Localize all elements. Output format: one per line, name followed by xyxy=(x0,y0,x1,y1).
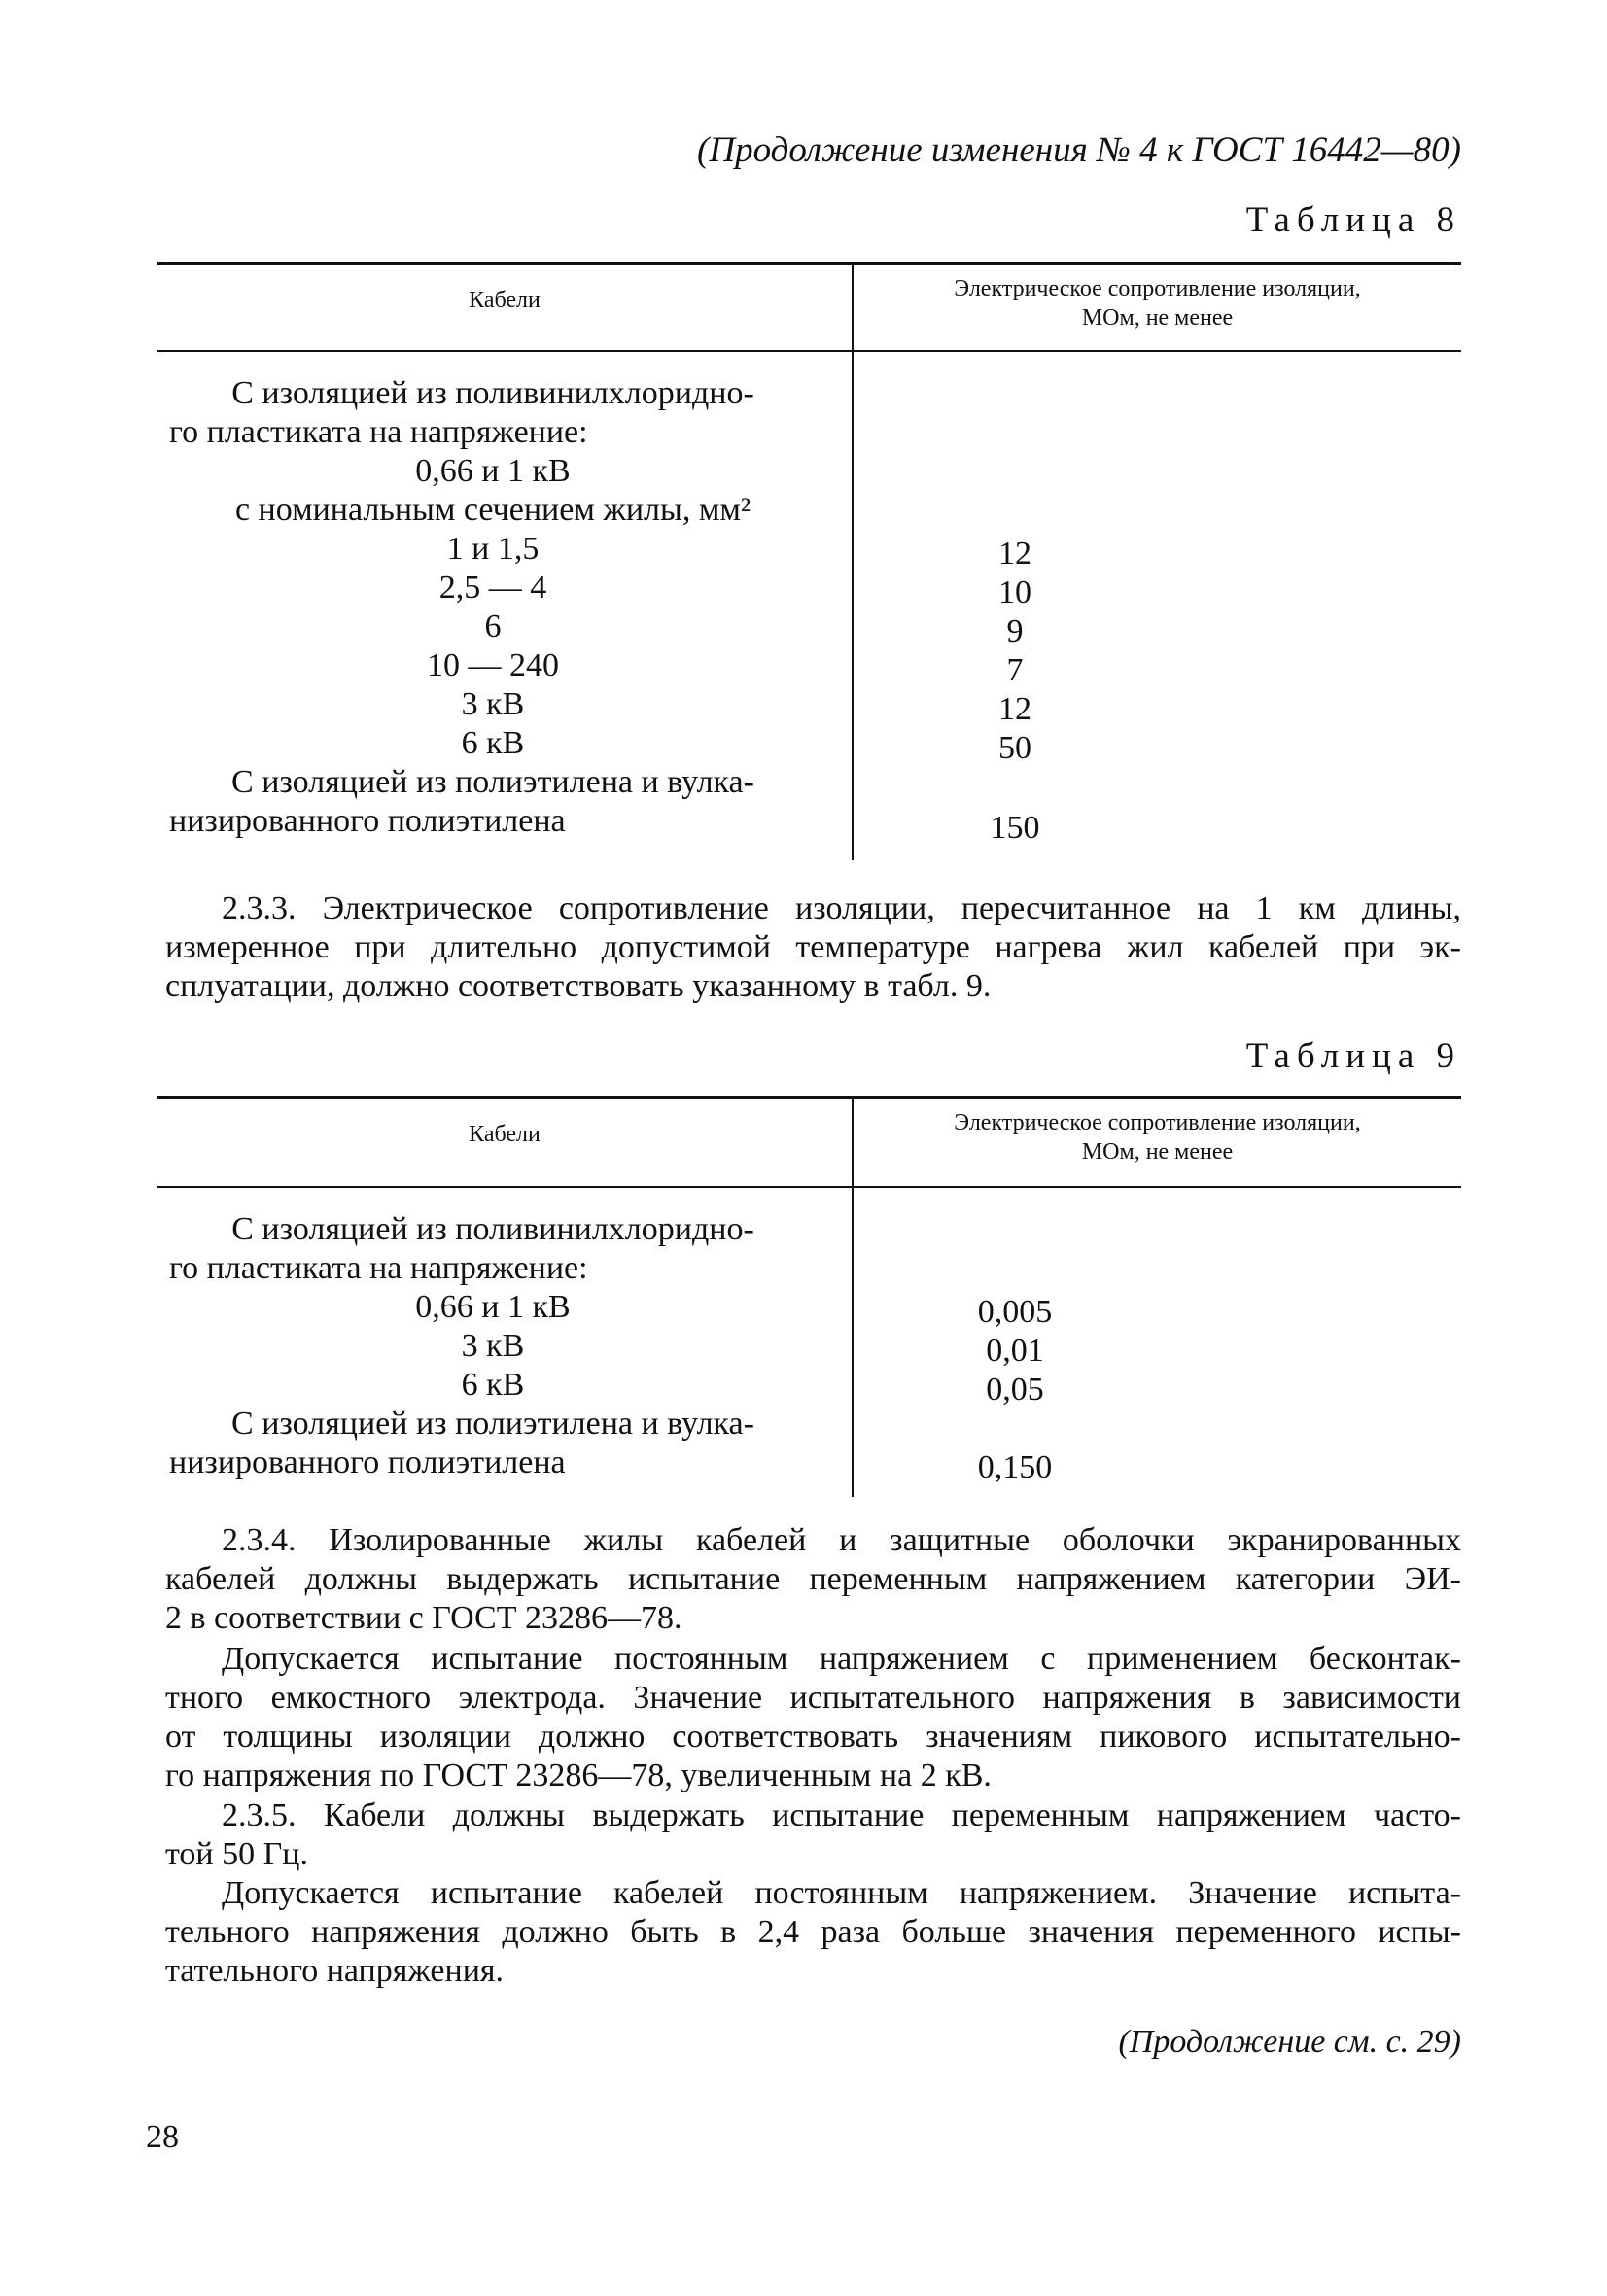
table-row-label: низированного полиэтилена xyxy=(169,1444,566,1480)
column-header-cables: Кабели xyxy=(469,288,541,313)
continuation-header: (Продолжение изменения № 4 к ГОСТ 16442—80) xyxy=(697,130,1461,170)
table-row-value: 0,150 xyxy=(977,1449,1053,1485)
table-row-value: 10 xyxy=(998,574,1031,610)
column-header-resistance-line1: Электрическое сопротивление изоляции, xyxy=(954,276,1361,301)
table-row-value: 0,01 xyxy=(986,1333,1044,1369)
paragraph-line: го напряжения по ГОСТ 23286—78, увеличенным на 2 кВ. xyxy=(165,1757,992,1793)
table-row-value: 7 xyxy=(1006,652,1024,688)
table-row-value: 12 xyxy=(998,691,1031,727)
table-row-label: 6 кВ xyxy=(461,725,525,761)
table-top-rule xyxy=(157,1096,1461,1099)
paragraph-2-3-4 xyxy=(165,1521,1461,1638)
column-header-resistance-line2: МОм, не менее xyxy=(1081,305,1234,330)
page-number: 28 xyxy=(146,2119,179,2155)
table-8-title: Таблица 8 xyxy=(1245,200,1461,240)
paragraph-2-3-4-note xyxy=(165,1640,1461,1795)
table-row-value: 50 xyxy=(998,730,1031,766)
table-row-value: 150 xyxy=(990,810,1040,846)
column-header-resistance-line1: Электрическое сопротивление изоляции, xyxy=(954,1110,1361,1135)
table-row-value: 0,05 xyxy=(986,1372,1044,1408)
table-row-label: 6 кВ xyxy=(461,1367,525,1403)
paragraph-2-3-3 xyxy=(165,889,1461,1006)
table-row-label: 10 — 240 xyxy=(427,647,559,683)
table-row-label: 0,66 и 1 кВ xyxy=(415,453,571,489)
table-row-label: го пластиката на напряжение: xyxy=(169,414,588,450)
paragraph-line: сплуатации, должно соответствовать указанному в табл. 9. xyxy=(165,968,992,1004)
column-header-resistance-line2: МОм, не менее xyxy=(1081,1139,1234,1165)
paragraph-line: 2 в соответствии с ГОСТ 23286—78. xyxy=(165,1600,682,1636)
column-header-cables: Кабели xyxy=(469,1122,541,1147)
paragraph-2-3-5-note xyxy=(165,1874,1461,1991)
table-row-value: 0,005 xyxy=(977,1294,1053,1330)
table-row-value: 9 xyxy=(1006,613,1024,649)
table-9-title: Таблица 9 xyxy=(1245,1036,1461,1076)
column-header-resistance xyxy=(854,1108,1461,1166)
paragraph-line: той 50 Гц. xyxy=(165,1836,308,1872)
table-row-label: С изоляцией из поливинилхлоридно- xyxy=(231,1211,754,1247)
paragraph-line: Допускается испытание постоянным напряжением с применением бесконтак- xyxy=(222,1641,1461,1677)
table-row-label: низированного полиэтилена xyxy=(169,803,566,839)
paragraph-line: тательного напряжения. xyxy=(165,1953,505,1989)
paragraph-line: измеренное при длительно допустимой температуре нагрева жил кабелей при эк- xyxy=(165,929,1461,965)
table-top-rule xyxy=(157,262,1461,265)
table-row-label: 0,66 и 1 кВ xyxy=(415,1289,571,1325)
table-row-label: С изоляцией из полиэтилена и вулка- xyxy=(231,764,754,800)
table-row-value: 12 xyxy=(998,536,1031,572)
table-row-label: го пластиката на напряжение: xyxy=(169,1250,588,1286)
table-row-label: с номинальным сечением жилы, мм² xyxy=(234,492,751,528)
table-8 xyxy=(157,262,1461,860)
table-row-label: 1 и 1,5 xyxy=(446,531,540,567)
table-row-label: 3 кВ xyxy=(461,686,525,722)
paragraph-line: тельного напряжения должно быть в 2,4 раза больше значения переменного испы- xyxy=(165,1914,1461,1950)
paragraph-line: 2.3.4. Изолированные жилы кабелей и защитные оболочки экранированных xyxy=(222,1522,1461,1558)
table-row-label: 6 xyxy=(484,609,502,644)
paragraph-line: Допускается испытание кабелей постоянным напряжением. Значение испыта- xyxy=(222,1875,1461,1911)
table-9 xyxy=(157,1096,1461,1497)
paragraph-line: от толщины изоляции должно соответствовать значениям пикового испытательно- xyxy=(165,1719,1461,1755)
continuation-footer: (Продолжение см. с. 29) xyxy=(1118,2024,1461,2060)
paragraph-2-3-5 xyxy=(165,1796,1461,1874)
paragraph-line: тного емкостного электрода. Значение испытательного напряжения в зависимости xyxy=(165,1680,1461,1716)
column-header-resistance xyxy=(854,274,1461,332)
table-row-label: 3 кВ xyxy=(461,1328,525,1364)
table-header-rule xyxy=(157,350,1461,352)
table-row-label: С изоляцией из поливинилхлоридно- xyxy=(231,375,754,411)
paragraph-line: 2.3.3. Электрическое сопротивление изоляции, пересчитанное на 1 км длины, xyxy=(222,890,1461,926)
table-header-rule xyxy=(157,1186,1461,1188)
paragraph-line: 2.3.5. Кабели должны выдержать испытание переменным напряжением часто- xyxy=(222,1797,1461,1833)
paragraph-line: кабелей должны выдержать испытание переменным напряжением категории ЭИ- xyxy=(165,1561,1461,1597)
table-row-label: 2,5 — 4 xyxy=(438,570,547,606)
table-row-label: С изоляцией из полиэтилена и вулка- xyxy=(231,1406,754,1442)
